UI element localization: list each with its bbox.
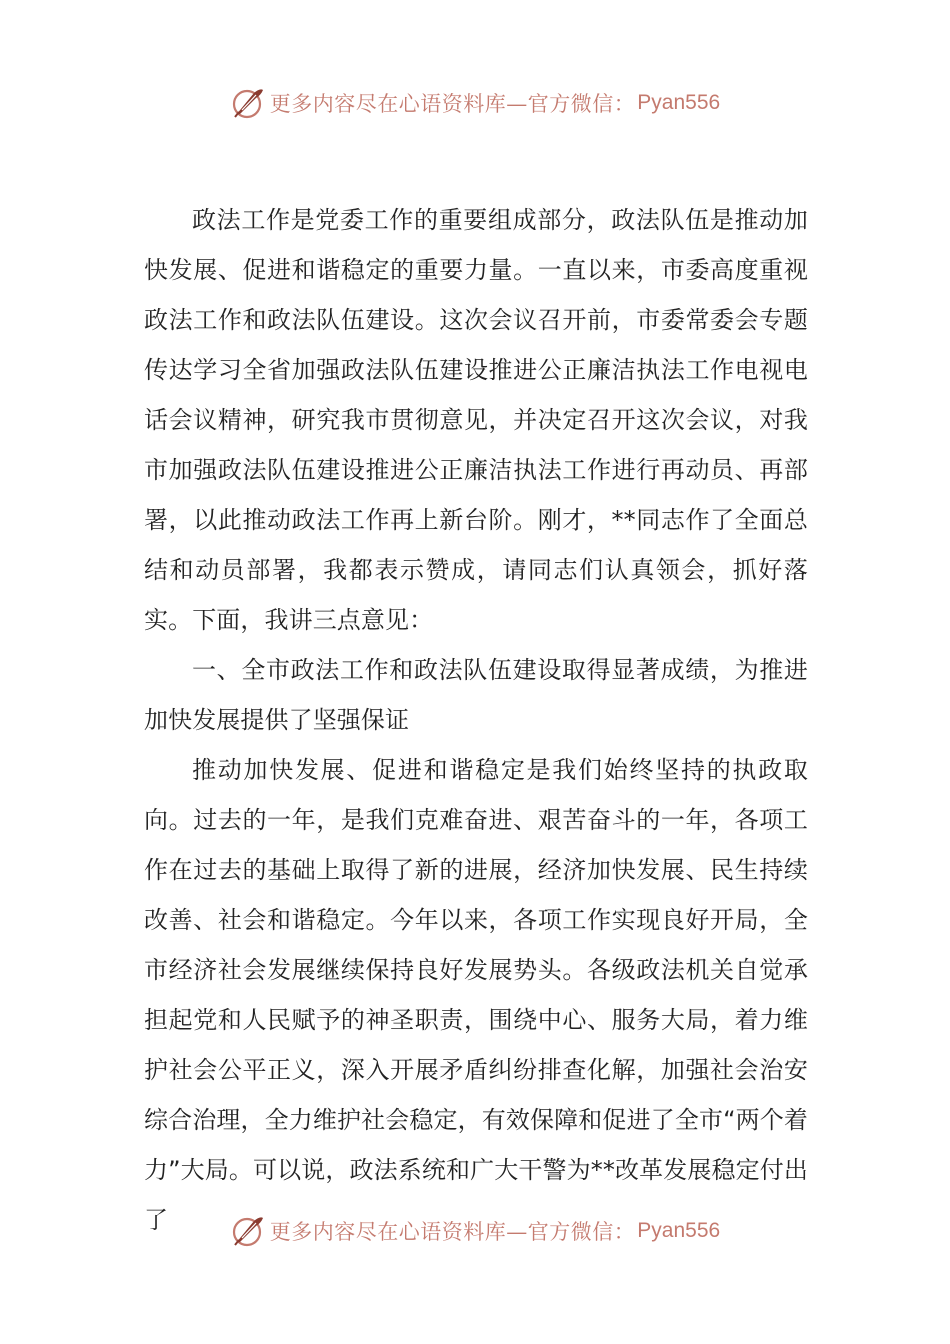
watermark-account: Pyan556 bbox=[637, 91, 721, 114]
watermark-account: Pyan556 bbox=[637, 1219, 721, 1242]
footer-watermark bbox=[0, 1209, 950, 1253]
quill-pen-icon bbox=[230, 1213, 266, 1249]
header-watermark bbox=[0, 81, 950, 125]
watermark-slogan: 更多内容尽在心语资料库—官方微信： bbox=[269, 1220, 636, 1244]
quill-pen-icon bbox=[230, 85, 266, 121]
paragraph-intro: 政法工作是党委工作的重要组成部分，政法队伍是推动加快发展、促进和谐稳定的重要力量。一直以来，市委高度重视政法工作和政法队伍建设。这次会议召开前，市委常委会专题传达学习全省加强政法队伍建设推进公正廉洁执法工作电视电话会议精神，研究我市贯彻意见，并决定召开这次会议，对我市加强政法队伍建设推进公正廉洁执法工作进行再动员、再部署，以此推动政法工作再上新台阶。刚才，**同志作了全面总结和动员部署，我都表示赞成，请同志们认真领会，抓好落实。下面，我讲三点意见： bbox=[144, 206, 808, 634]
paragraph-section-1: 推动加快发展、促进和谐稳定是我们始终坚持的执政取向。过去的一年，是我们克难奋进、艰苦奋斗的一年，各项工作在过去的基础上取得了新的进展，经济加快发展、民生持续改善、社会和谐稳定。今年以来，各项工作实现良好开局，全市经济社会发展继续保持良好发展势头。各级政法机关自觉承担起党和人民赋予的神圣职责，围绕中心、服务大局，着力维护社会公平正义，深入开展矛盾纠纷排查化解，加强社会治安综合治理，全力维护社会稳定，有效保障和促进了全市“两个着力”大局。可以说，政法系统和广大干警为**改革发展稳定付出了 bbox=[144, 756, 808, 1234]
watermark-slogan: 更多内容尽在心语资料库—官方微信： bbox=[269, 92, 636, 116]
section-heading-1: 一、全市政法工作和政法队伍建设取得显著成绩，为推进加快发展提供了坚强保证 bbox=[144, 656, 808, 734]
document-body bbox=[144, 195, 808, 1245]
